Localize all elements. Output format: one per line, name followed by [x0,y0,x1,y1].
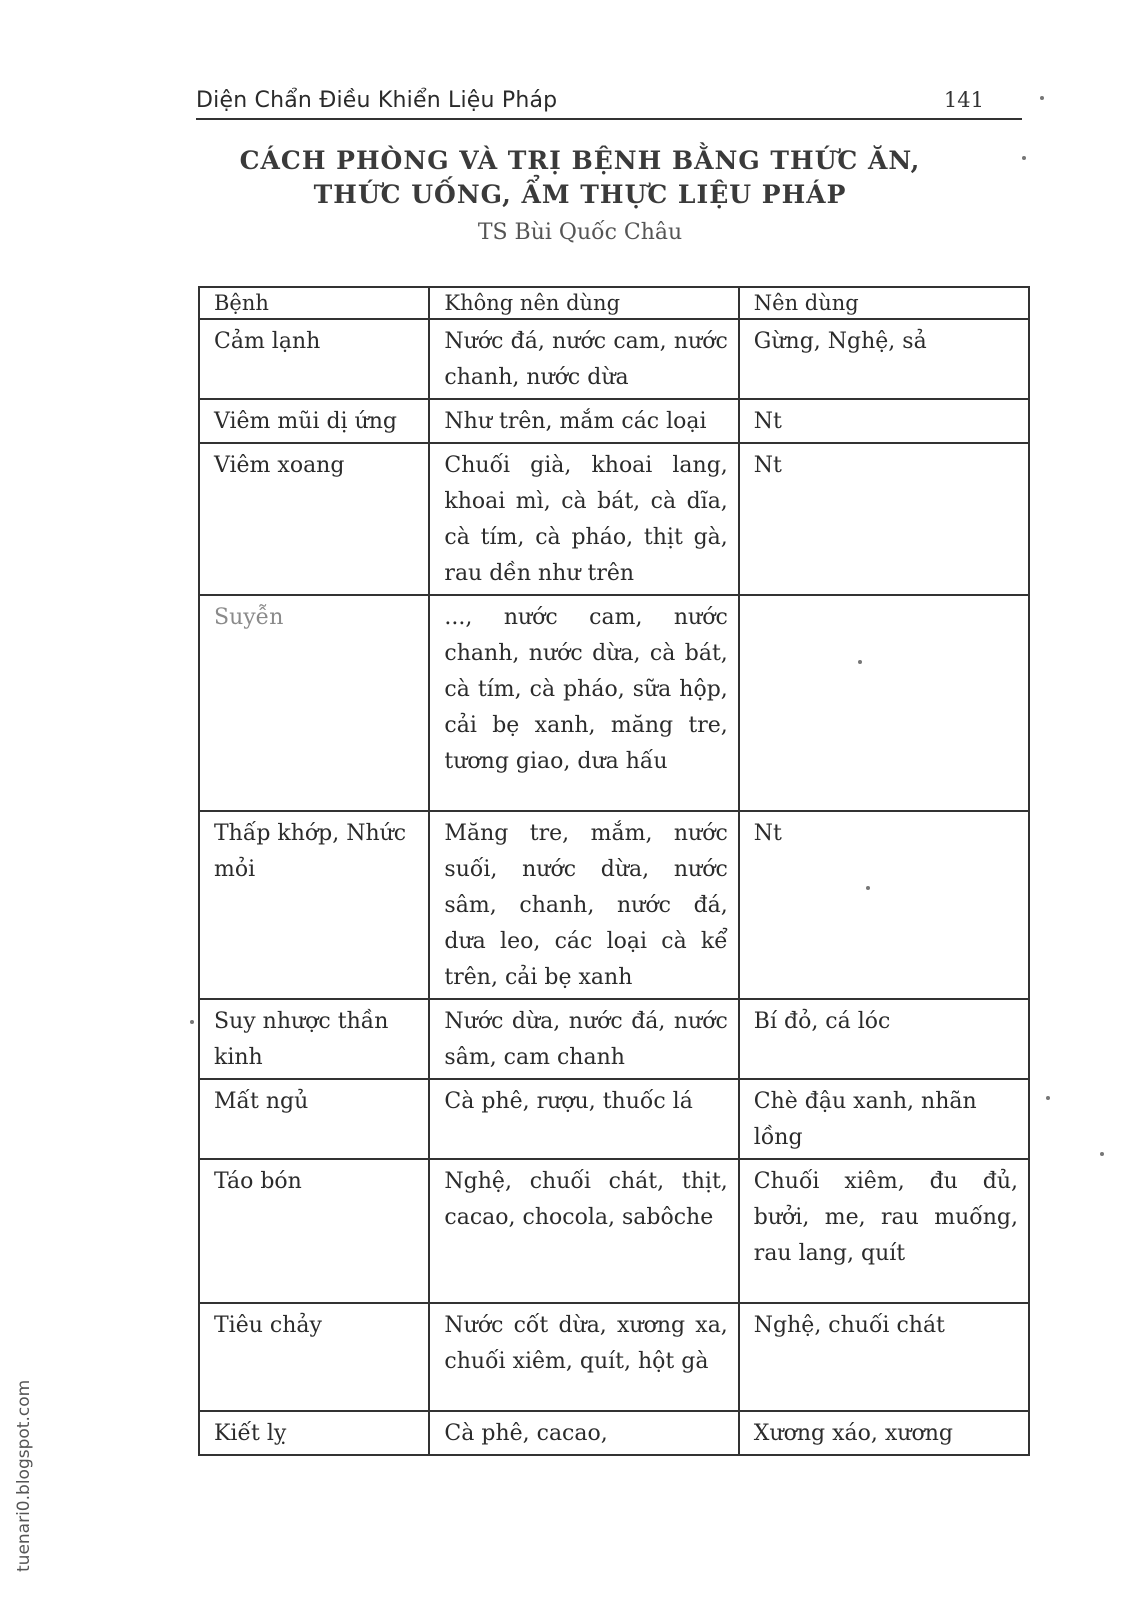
avoid-cell: ..., nước cam, nước chanh, nước dừa, cà bát, cà tím, cà pháo, sữa hộp, cải bẹ xanh, măng tre, tương giao, dưa hấu [429,595,738,811]
disease-cell: Suyễn [199,595,429,811]
table-row [199,1159,1029,1303]
recommend-cell: Nt [739,811,1029,999]
disease-cell: Viêm xoang [199,443,429,595]
scan-speck [858,660,862,664]
table-row [199,1303,1029,1411]
recommend-cell: Bí đỏ, cá lóc [739,999,1029,1079]
running-header [196,84,1014,118]
disease-cell: Cảm lạnh [199,319,429,399]
disease-cell: Táo bón [199,1159,429,1303]
table-row [199,1079,1029,1159]
recommend-cell: Xương xáo, xương [739,1411,1029,1455]
document-author: TS Bùi Quốc Châu [477,220,683,245]
header-avoid: Không nên dùng [429,287,738,319]
header-rule [196,118,1022,120]
table-row [199,399,1029,443]
recommend-cell [739,595,1029,811]
recommend-cell: Gừng, Nghệ, sả [739,319,1029,399]
book-title: Diện Chẩn Điều Khiển Liệu Pháp [196,88,558,113]
avoid-cell: Nước dừa, nước đá, nước sâm, cam chanh [429,999,738,1079]
recommend-cell: Chuối xiêm, đu đủ, bưởi, me, rau muống, rau lang, quít [739,1159,1029,1303]
table-row [199,999,1029,1079]
page-number: 141 [943,88,984,112]
avoid-cell: Như trên, mắm các loại [429,399,738,443]
diet-table [198,286,1030,1456]
disease-cell: Viêm mũi dị ứng [199,399,429,443]
scan-speck [1022,156,1026,160]
avoid-cell: Cà phê, cacao, [429,1411,738,1455]
disease-cell: Tiêu chảy [199,1303,429,1411]
disease-cell: Suy nhược thần kinh [199,999,429,1079]
recommend-cell: Nghệ, chuối chát [739,1303,1029,1411]
scan-speck [1040,96,1044,100]
scan-speck [866,886,870,890]
document-title-line-2: THỨC UỐNG, ẨM THỰC LIỆU PHÁP [313,180,847,209]
table-row [199,1411,1029,1455]
table-row [199,443,1029,595]
recommend-cell: Nt [739,399,1029,443]
avoid-cell: Măng tre, mắm, nước suối, nước dừa, nước sâm, chanh, nước đá, dưa leo, các loại cà kể trên, cải bẹ xanh [429,811,738,999]
avoid-cell: Cà phê, rượu, thuốc lá [429,1079,738,1159]
disease-cell: Thấp khớp, Nhức mỏi [199,811,429,999]
avoid-cell: Nước đá, nước cam, nước chanh, nước dừa [429,319,738,399]
recommend-cell: Nt [739,443,1029,595]
table-row [199,319,1029,399]
table-row [199,811,1029,999]
scan-speck [1100,1152,1104,1156]
scan-speck [190,1020,194,1024]
avoid-cell: Nghệ, chuối chát, thịt, cacao, chocola, sabôche [429,1159,738,1303]
watermark: tuenari0.blogspot.com [14,1379,34,1572]
header-disease: Bệnh [199,287,429,319]
disease-cell: Kiết lỵ [199,1411,429,1455]
document-title-line-1: CÁCH PHÒNG VÀ TRỊ BỆNH BẰNG THỨC ĂN, [239,146,921,175]
scan-speck [1046,1096,1050,1100]
header-recommend: Nên dùng [739,287,1029,319]
table-header-row [199,287,1029,319]
recommend-cell: Chè đậu xanh, nhãn lồng [739,1079,1029,1159]
avoid-cell: Nước cốt dừa, xương xa, chuối xiêm, quít, hột gà [429,1303,738,1411]
avoid-cell: Chuối già, khoai lang, khoai mì, cà bát, cà dĩa, cà tím, cà pháo, thịt gà, rau dền như trên [429,443,738,595]
table-row [199,595,1029,811]
disease-cell: Mất ngủ [199,1079,429,1159]
